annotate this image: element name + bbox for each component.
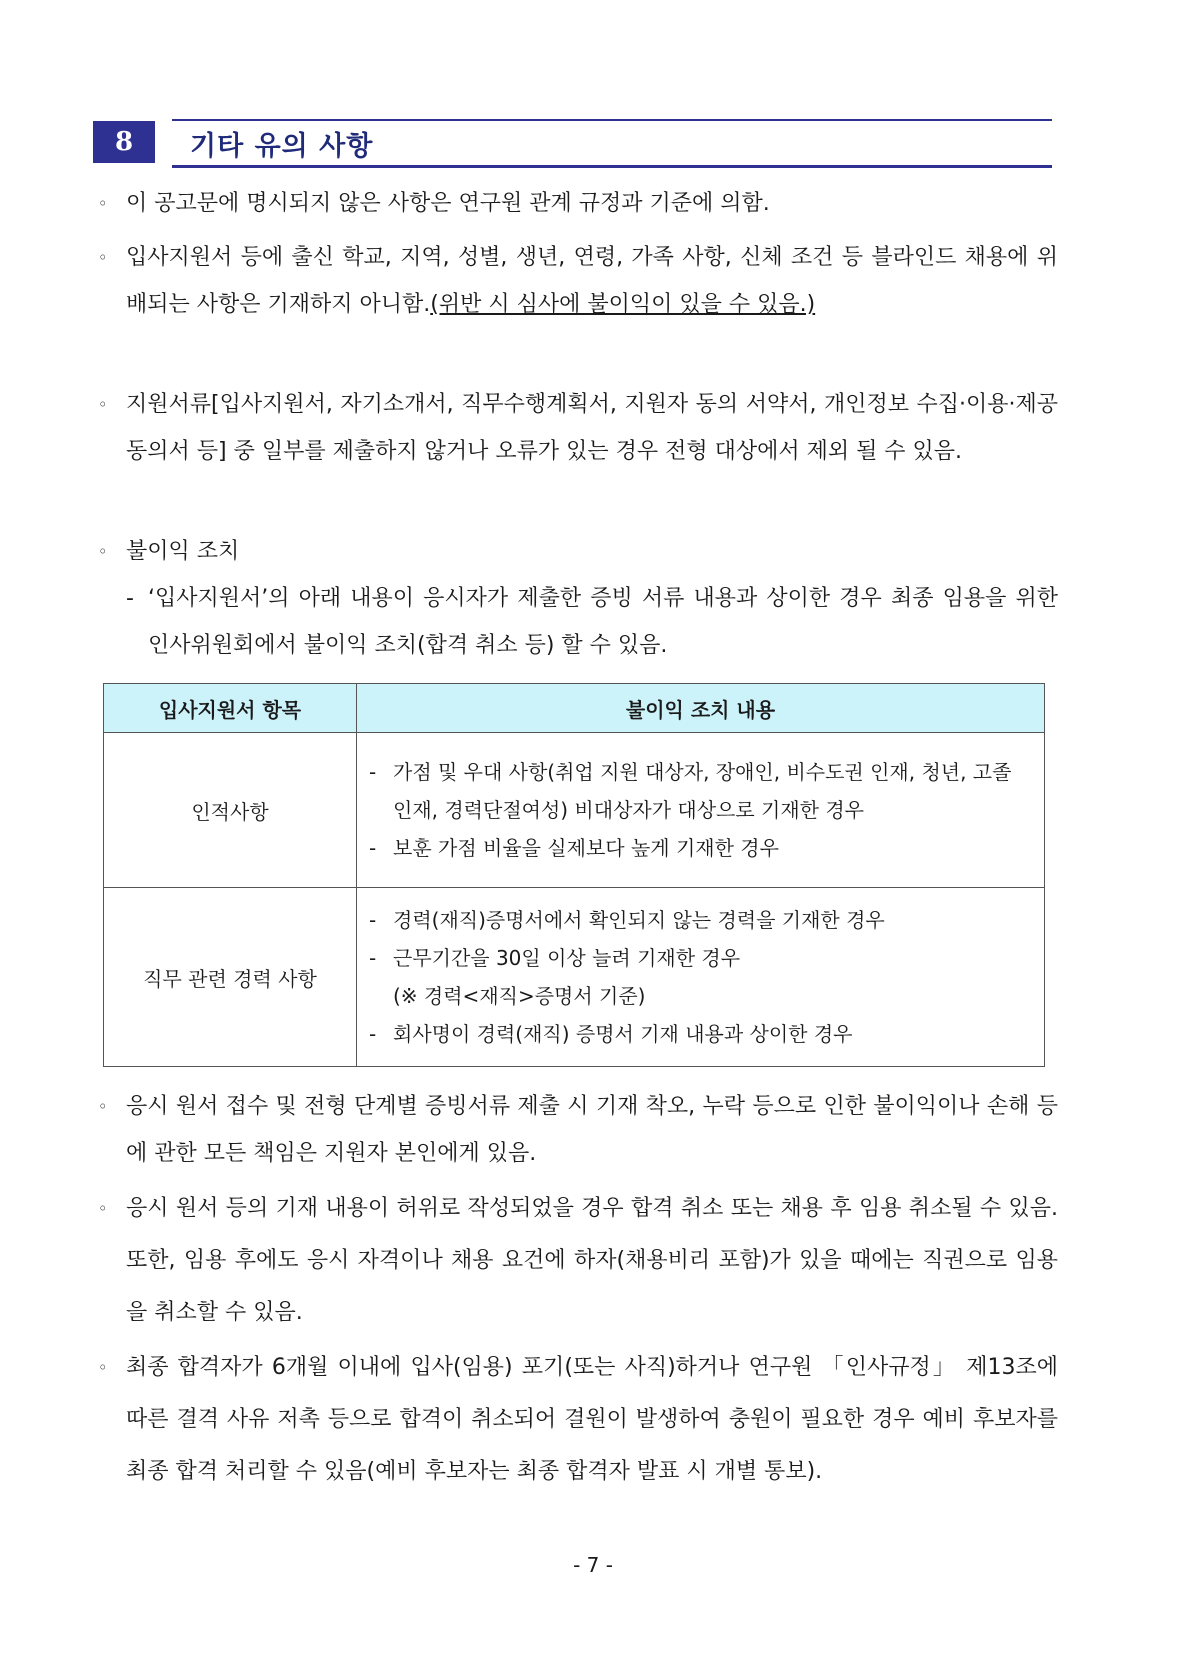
notice-item-7 (98, 1342, 1058, 1498)
bullet-icon: ◦ (98, 1358, 108, 1377)
section-title: 기타 유의 사항 (190, 131, 374, 162)
list-item-note: (※ 경력<재직>증명서 기준) (393, 984, 646, 1008)
notice-item-2 (98, 234, 1058, 328)
notice-item-6 (98, 1183, 1058, 1339)
notice-item-4 (98, 528, 1058, 669)
list-item-text: 경력(재직)증명서에서 확인되지 않는 경력을 기재한 경우 (393, 908, 885, 932)
dash-marker: - (369, 1022, 377, 1046)
penalty-table (103, 683, 1045, 1067)
table-cell-content (357, 733, 1045, 888)
dash-marker: - (369, 836, 377, 860)
notice-item-1 (98, 180, 1058, 227)
list-item (369, 829, 1034, 867)
table-cell-item: 직무 관련 경력 사항 (104, 888, 357, 1067)
list-item-text: 회사명이 경력(재직) 증명서 기재 내용과 상이한 경우 (393, 1022, 853, 1046)
bullet-icon: ◦ (98, 1199, 108, 1218)
bullet-icon: ◦ (98, 542, 108, 561)
list-item (369, 901, 1034, 939)
dash-marker: - (369, 946, 377, 970)
dash-marker: - (126, 586, 134, 611)
section-number-badge: 8 (93, 121, 155, 163)
notice-text: 응시 원서 등의 기재 내용이 허위로 작성되었을 경우 합격 취소 또는 채용 후 임용 취소될 수 있음. 또한, 임용 후에도 응시 자격이나 채용 요건에 하자(채용비리 포함)가 있을 때에는 직권으로 임용을 취소할 수 있음. (126, 1196, 1058, 1325)
list-item (369, 939, 1034, 977)
notice-text-underlined: (위반 시 심사에 불이익이 있을 수 있음.) (430, 292, 816, 317)
section-title-box (172, 119, 1052, 168)
list-item-text: 가점 및 우대 사항(취업 지원 대상자, 장애인, 비수도권 인재, 청년, 고졸 인재, 경력단절여성) 비대상자가 대상으로 기재한 경우 (393, 760, 1012, 822)
bullet-icon: ◦ (98, 248, 108, 267)
table-header: 입사지원서 항목 (104, 684, 357, 733)
table-header-row (104, 684, 1045, 733)
notice-text: 응시 원서 접수 및 전형 단계별 증빙서류 제출 시 기재 착오, 누락 등으로 인한 불이익이나 손해 등에 관한 모든 책임은 지원자 본인에게 있음. (126, 1094, 1058, 1166)
notice-text: 이 공고문에 명시되지 않은 사항은 연구원 관계 규정과 기준에 의함. (126, 191, 770, 216)
table-row (104, 733, 1045, 888)
notice-text-main: 입사지원서 등에 출신 학교, 지역, 성별, 생년, 연령, 가족 사항, 신체 조건 등 블라인드 채용에 위배되는 사항은 기재하지 아니함. (126, 245, 1058, 317)
dash-marker: - (369, 760, 377, 784)
table-row (104, 888, 1045, 1067)
list-item (369, 1015, 1034, 1053)
bullet-icon: ◦ (98, 395, 108, 414)
notice-subitem-text: ‘입사지원서’의 아래 내용이 응시자가 제출한 증빙 서류 내용과 상이한 경우 최종 임용을 위한 인사위원회에서 불이익 조치(합격 취소 등) 할 수 있음. (148, 586, 1058, 658)
table-cell-item: 인적사항 (104, 733, 357, 888)
bullet-icon: ◦ (98, 1097, 108, 1116)
list-item-text: 보훈 가점 비율을 실제보다 높게 기재한 경우 (393, 836, 779, 860)
page-number: - 7 - (573, 1553, 613, 1577)
notice-text: 지원서류[입사지원서, 자기소개서, 직무수행계획서, 지원자 동의 서약서, 개인정보 수집·이용·제공 동의서 등] 중 일부를 제출하지 않거나 오류가 있는 경우 전형 대상에서 제외 될 수 있음. (126, 392, 1058, 464)
list-item (369, 753, 1034, 829)
notice-text (126, 234, 1058, 328)
dash-marker: - (369, 908, 377, 932)
list-item-text: 근무기간을 30일 이상 늘려 기재한 경우 (393, 946, 741, 970)
notice-item-3 (98, 381, 1058, 475)
notice-text: 최종 합격자가 6개월 이내에 입사(임용) 포기(또는 사직)하거나 연구원 「인사규정」 제13조에 따른 결격 사유 저촉 등으로 합격이 취소되어 결원이 발생하여 충원이 필요한 경우 예비 후보자를 최종 합격 처리할 수 있음(예비 후보자는 최종 합격자 발표 시 개별 통보). (126, 1355, 1058, 1484)
notice-subitem (126, 575, 1058, 669)
table-cell-content (357, 888, 1045, 1067)
notice-text: 불이익 조치 (126, 539, 240, 564)
notice-item-5 (98, 1083, 1058, 1177)
table-header: 불이익 조치 내용 (357, 684, 1045, 733)
bullet-icon: ◦ (98, 194, 108, 213)
